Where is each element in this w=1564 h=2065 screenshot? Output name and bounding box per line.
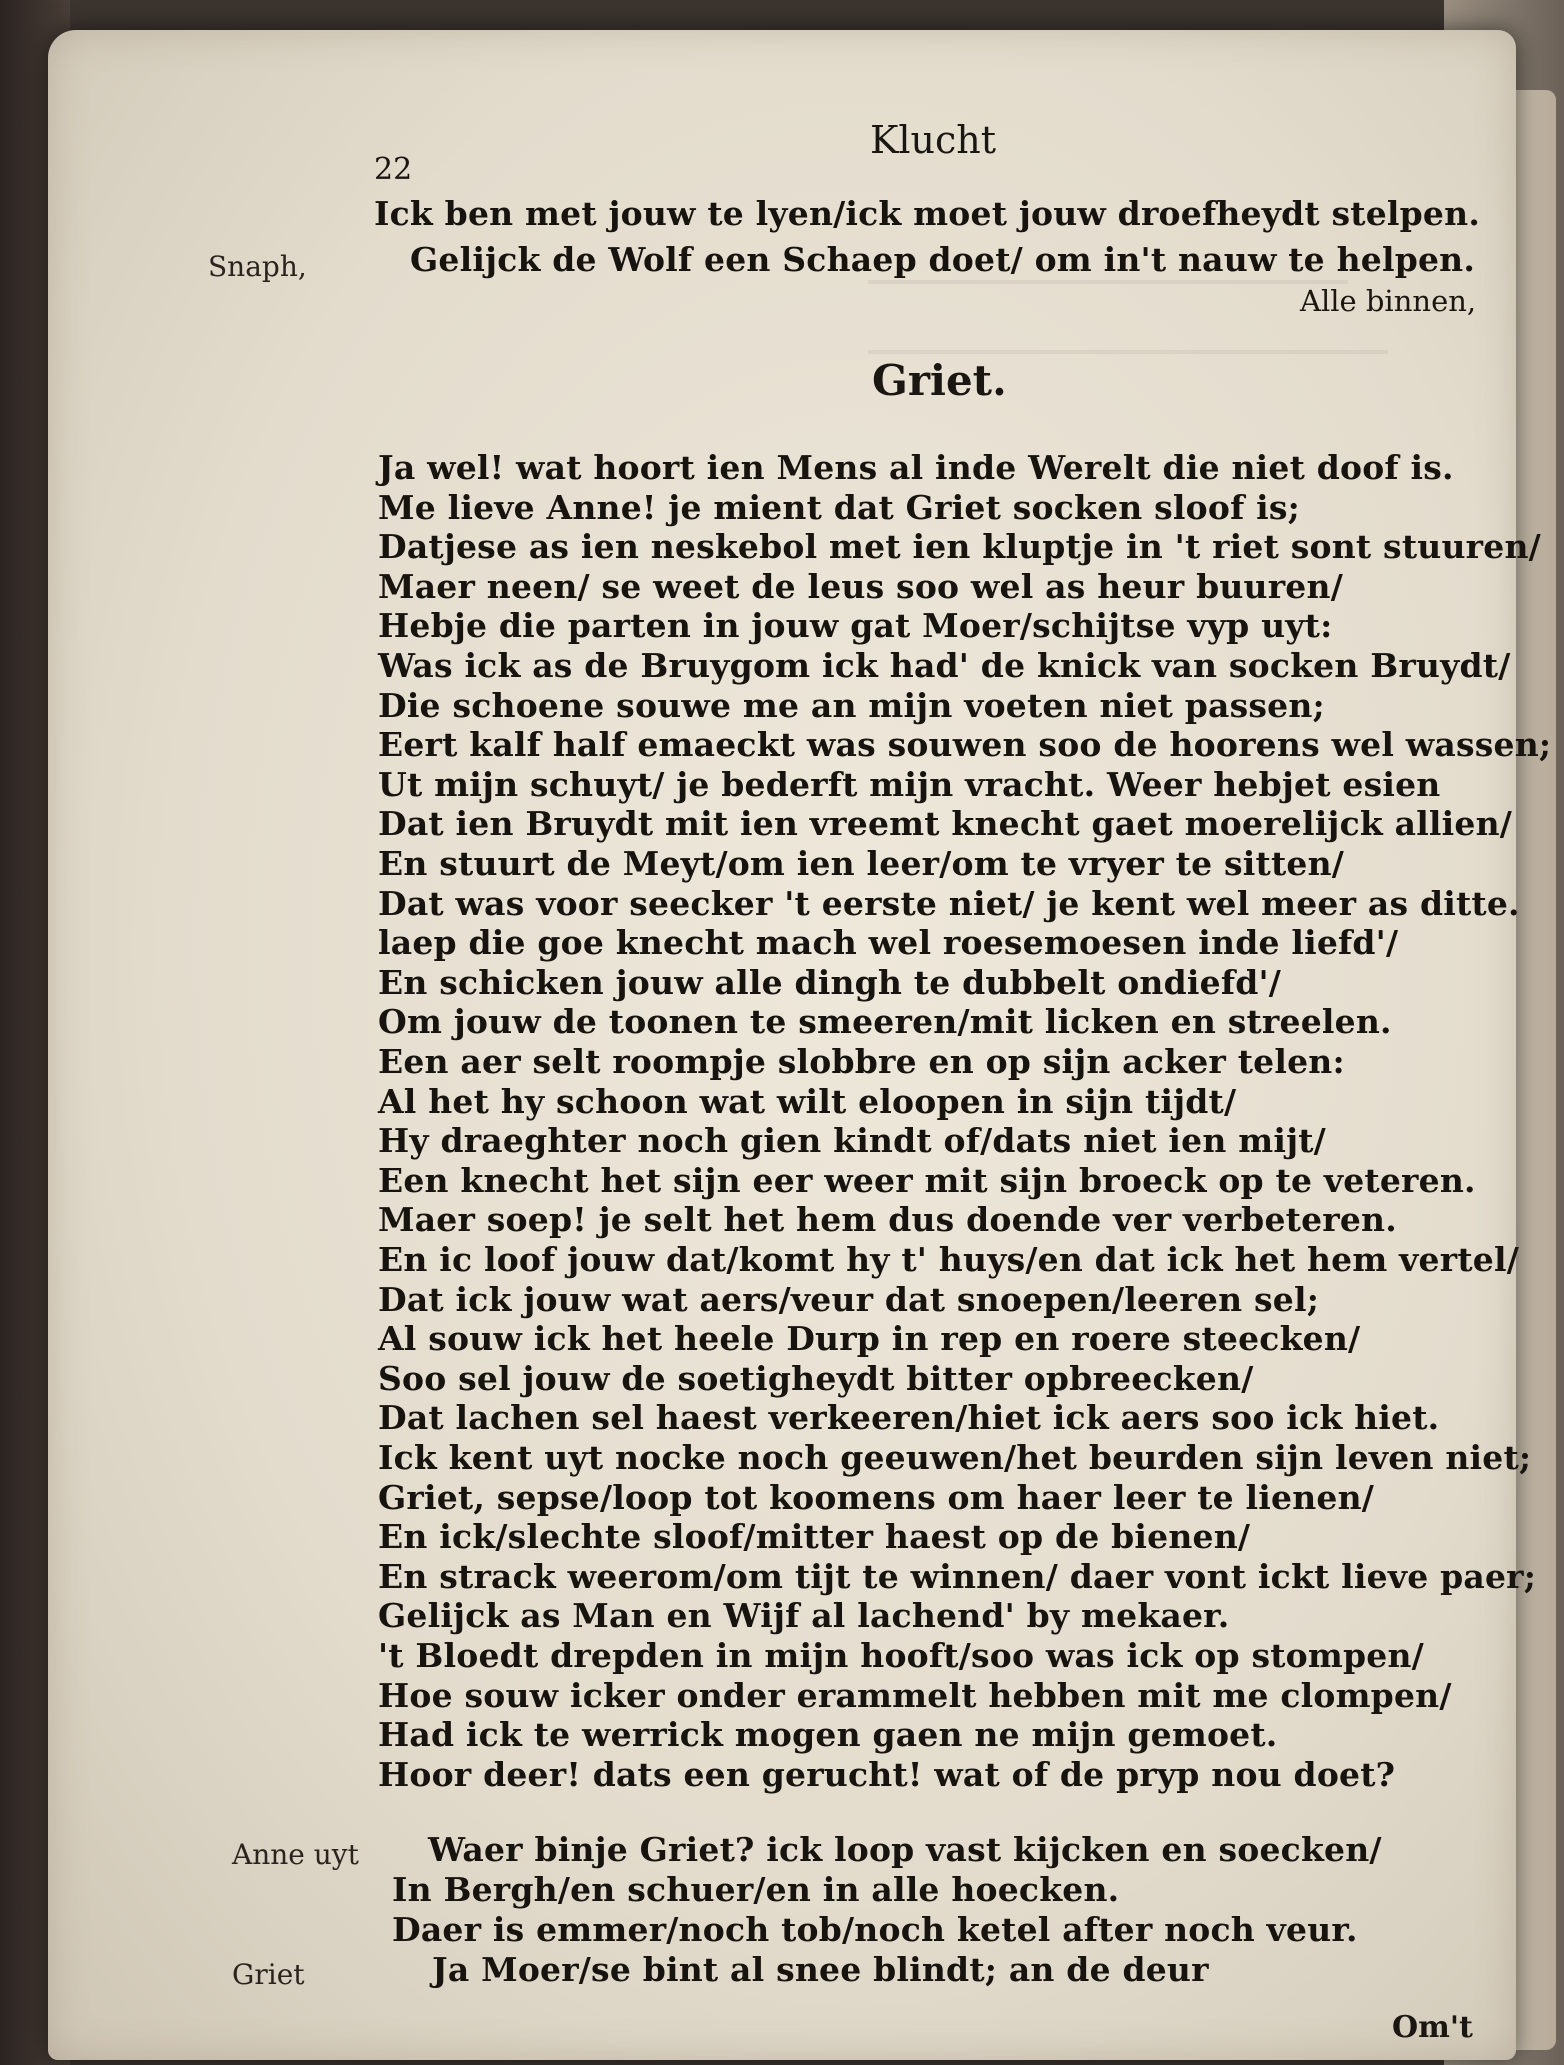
- speaker-label: Anne uyt: [232, 1838, 359, 1871]
- verse-line: Soo sel jouw de soetigheydt bitter opbreecken/: [378, 1359, 1254, 1398]
- verse-line: Was ick as de Bruygom ick had' de knick van socken Bruydt/: [378, 646, 1511, 685]
- verse-line: laep die goe knecht mach wel roesemoesen inde liefd'/: [378, 923, 1399, 962]
- verse-line: Me lieve Anne! je mient dat Griet socken sloof is;: [378, 488, 1301, 527]
- verse-line: En schicken jouw alle dingh te dubbelt ondiefd'/: [378, 963, 1282, 1002]
- verse-line: Om jouw de toonen te smeeren/mit licken en streelen.: [378, 1002, 1392, 1041]
- verse-line: Gelijck de Wolf een Schaep doet/ om in't nauw te helpen.: [410, 240, 1476, 279]
- verse-line: Al het hy schoon wat wilt eloopen in sijn tijdt/: [378, 1082, 1237, 1121]
- verse-line: In Bergh/en schuer/en in alle hoecken.: [392, 1870, 1120, 1909]
- verse-line: Dat lachen sel haest verkeeren/hiet ick aers soo ick hiet.: [378, 1398, 1440, 1437]
- speaker-label: Griet: [232, 1958, 305, 1991]
- verse-line: Had ick te werrick mogen gaen ne mijn gemoet.: [378, 1715, 1278, 1754]
- verse-line: Griet, sepse/loop tot koomens om haer leer te lienen/: [378, 1478, 1375, 1517]
- verse-line: Hoor deer! dats een gerucht! wat of de pryp nou doet?: [378, 1755, 1396, 1794]
- page-number: 22: [374, 152, 413, 187]
- verse-line: Een knecht het sijn eer weer mit sijn broeck op te veteren.: [378, 1161, 1476, 1200]
- verse-line: En ick/slechte sloof/mitter haest op de bienen/: [378, 1517, 1251, 1556]
- verse-line: En ic loof jouw dat/komt hy t' huys/en dat ick het hem vertel/: [378, 1240, 1519, 1279]
- verse-line: Ut mijn schuyt/ je bederft mijn vracht. Weer hebjet esien: [378, 765, 1441, 804]
- speaker-label: Snaph,: [208, 250, 307, 283]
- verse-line: Ick kent uyt nocke noch geeuwen/het beurden sijn leven niet;: [378, 1438, 1532, 1477]
- verse-line: Die schoene souwe me an mijn voeten niet passen;: [378, 686, 1325, 725]
- verse-line: Maer soep! je selt het hem dus doende ver verbeteren.: [378, 1200, 1397, 1239]
- verse-line: Eert kalf half emaeckt was souwen soo de hoorens wel wassen;: [378, 725, 1552, 764]
- scene-heading: Griet.: [872, 356, 1007, 405]
- verse-line: En stuurt de Meyt/om ien leer/om te vryer te sitten/: [378, 844, 1345, 883]
- running-title: Klucht: [870, 118, 997, 162]
- verse-line: Ja wel! wat hoort ien Mens al inde Werelt die niet doof is.: [378, 448, 1454, 487]
- verse-line: Ick ben met jouw te lyen/ick moet jouw droefheydt stelpen.: [374, 194, 1481, 233]
- verse-line: Datjese as ien neskebol met ien kluptje in 't riet sont stuuren/: [378, 527, 1541, 566]
- verse-line: Hebje die parten in jouw gat Moer/schijtse vyp uyt:: [378, 606, 1333, 645]
- verse-line: Daer is emmer/noch tob/noch ketel after noch veur.: [392, 1910, 1358, 1949]
- verse-line: Een aer selt roompje slobbre en op sijn acker telen:: [378, 1042, 1345, 1081]
- verse-line: Hy draeghter noch gien kindt of/dats niet ien mijt/: [378, 1121, 1326, 1160]
- stage-direction: Alle binnen,: [1300, 284, 1477, 318]
- verse-line: 't Bloedt drepden in mijn hooft/soo was ick op stompen/: [378, 1636, 1424, 1675]
- verse-line: Waer binje Griet? ick loop vast kijcken en soecken/: [428, 1830, 1382, 1869]
- verse-line: Ja Moer/se bint al snee blindt; an de deur: [432, 1950, 1209, 1989]
- verse-line: Al souw ick het heele Durp in rep en roere steecken/: [378, 1319, 1361, 1358]
- verse-line: Dat was voor seecker 't eerste niet/ je kent wel meer as ditte.: [378, 884, 1520, 923]
- verse-line: Gelijck as Man en Wijf al lachend' by mekaer.: [378, 1596, 1230, 1635]
- verse-line: Hoe souw icker onder erammelt hebben mit me clompen/: [378, 1676, 1452, 1715]
- verse-line: En strack weerom/om tijt te winnen/ daer vont ickt lieve paer;: [378, 1557, 1537, 1596]
- verse-line: Dat ien Bruydt mit ien vreemt knecht gaet moerelijck allien/: [378, 804, 1513, 843]
- verse-line: Dat ick jouw wat aers/veur dat snoepen/leeren sel;: [378, 1280, 1320, 1319]
- catchword: Om't: [1392, 2010, 1473, 2045]
- verse-line: Maer neen/ se weet de leus soo wel as heur buuren/: [378, 567, 1343, 606]
